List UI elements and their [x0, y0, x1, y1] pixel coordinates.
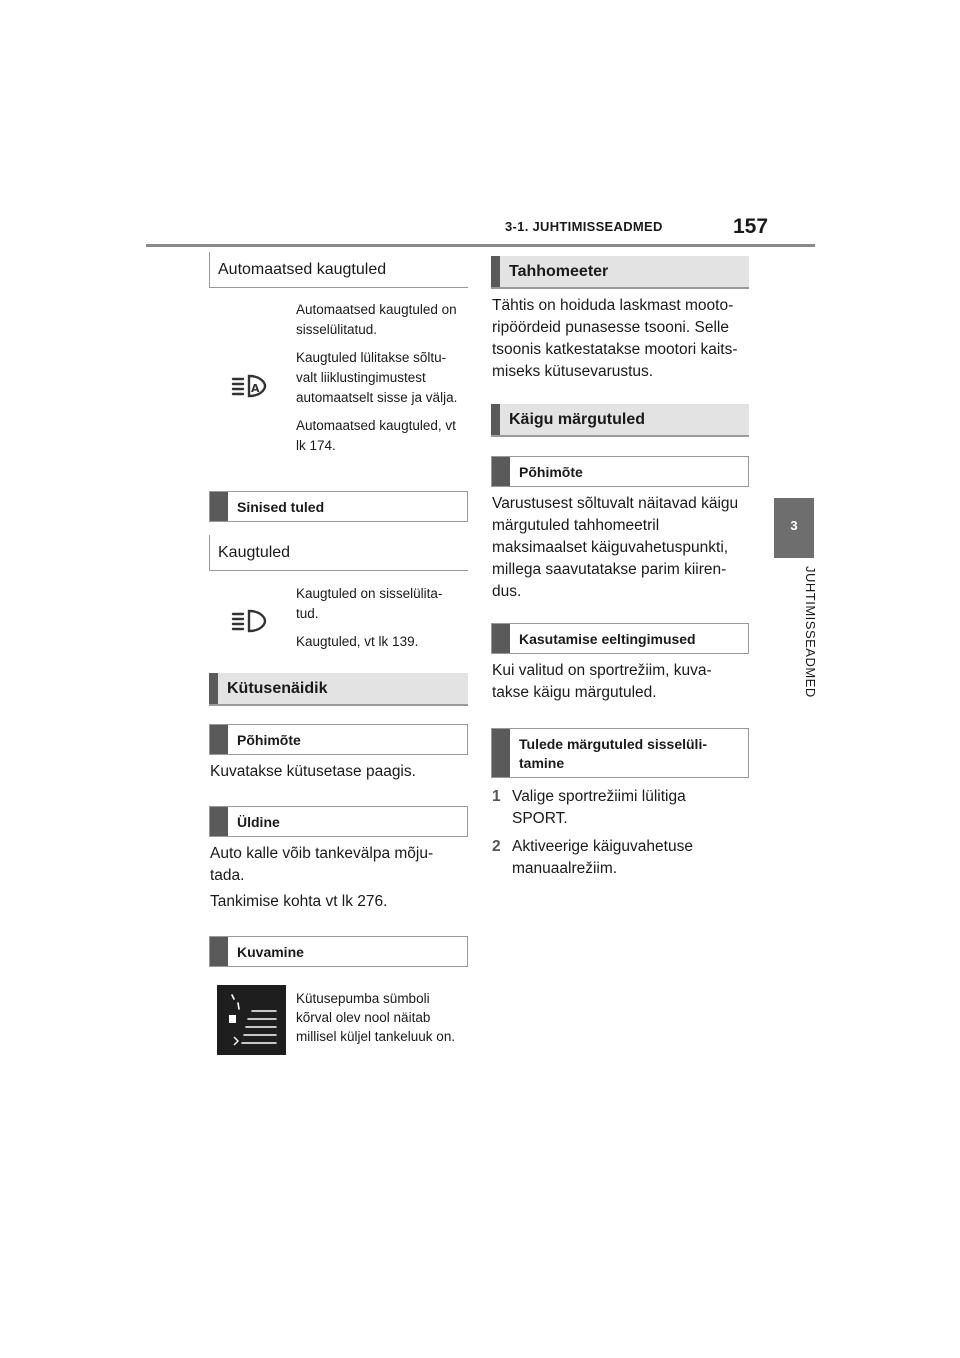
page-number: 157	[733, 215, 769, 238]
gear-conditions-text: Kui valitud on sportrežiim, kuva- takse käigu märgutuled.	[492, 662, 712, 701]
header-rule	[146, 244, 815, 247]
fuel-gauge-heading	[209, 673, 468, 706]
fuel-general-text-2: Tankimise kohta vt lk 276.	[210, 893, 388, 910]
fuel-gauge-heading-text: Kütusenäidik	[227, 679, 328, 697]
step-number: 1	[492, 788, 501, 805]
gear-indicator-heading-text: Käigu märgutuled	[509, 410, 646, 428]
auto-high-beam-line: Automaatsed kaugtuled, vt lk 174.	[296, 418, 456, 453]
svg-text:A: A	[251, 382, 260, 395]
fuel-general-heading-text: Üldine	[237, 814, 280, 830]
auto-high-beam-heading-text: Automaatsed kaugtuled	[218, 260, 387, 278]
tachometer-heading	[491, 256, 749, 289]
step-text: Valige sportrežiimi lülitiga SPORT.	[512, 788, 686, 827]
high-beam-heading	[209, 535, 468, 571]
fuel-principle-heading	[209, 724, 468, 755]
auto-high-beam-line: Kaugtuled lülitakse sõltu- valt liiklustingimustest automaatselt sisse ja välja.	[296, 350, 458, 405]
gear-principle-text: Varustusest sõltuvalt näitavad käigu märgutuled tahhomeetril maksimaalset käiguvahetuspunkti, millega saavutatakse parim kiiren- dus.	[492, 495, 739, 600]
blue-lights-heading-text: Sinised tuled	[237, 499, 325, 515]
gear-indicator-heading	[491, 404, 749, 437]
fuel-principle-text: Kuvatakse kütusetase paagis.	[210, 763, 416, 780]
fuel-general-heading	[209, 806, 468, 837]
gear-principle-heading-text: Põhimõte	[519, 464, 583, 480]
high-beam-line: Kaugtuled, vt lk 139.	[296, 634, 419, 649]
fuel-display-text: Kütusepumba sümboli kõrval olev nool näitab millisel küljel tankeluuk on.	[296, 991, 456, 1044]
high-beam-heading-text: Kaugtuled	[218, 543, 291, 561]
high-beam-text	[296, 584, 466, 660]
fuel-display-heading	[209, 936, 468, 967]
gear-switch-on-heading-text: Tulede märgutuled sisselüli- tamine	[519, 736, 708, 771]
step-number: 2	[492, 838, 501, 855]
gear-conditions-heading-text: Kasutamise eeltingimused	[519, 631, 696, 647]
fuel-principle-heading-text: Põhimõte	[237, 732, 301, 748]
auto-high-beam-text	[296, 300, 466, 464]
chapter-label: JUHTIMISSEADMED	[803, 566, 818, 698]
chapter-number: 3	[790, 518, 798, 533]
blue-lights-heading	[209, 491, 468, 522]
fuel-general-text-1: Auto kalle võib tankevälpa mõju- tada.	[210, 845, 434, 884]
step-item	[492, 786, 722, 830]
gear-principle-heading	[491, 456, 749, 487]
auto-high-beam-heading	[209, 252, 468, 288]
tachometer-text: Tähtis on hoiduda laskmast mooto- ripöördeid punasesse tsooni. Selle tsoonis katkestatakse mootori kaits- miseks kütusevarustus.	[492, 297, 738, 380]
step-text: Aktiveerige käiguvahetuse manuaalrežiim.	[512, 838, 693, 877]
fuel-display-heading-text: Kuvamine	[237, 944, 304, 960]
tachometer-heading-text: Tahhomeeter	[509, 262, 609, 280]
step-item	[492, 836, 722, 880]
auto-high-beam-icon	[226, 368, 272, 404]
auto-high-beam-line: Automaatsed kaugtuled on sisselülitatud.	[296, 302, 457, 337]
gear-switch-on-heading	[491, 728, 749, 778]
high-beam-line: Kaugtuled on sisselülita- tud.	[296, 586, 443, 621]
high-beam-icon	[226, 603, 272, 639]
fuel-pump-icon	[217, 985, 286, 1055]
gear-conditions-heading	[491, 623, 749, 654]
section-title: 3-1. JUHTIMISSEADMED	[505, 219, 663, 234]
